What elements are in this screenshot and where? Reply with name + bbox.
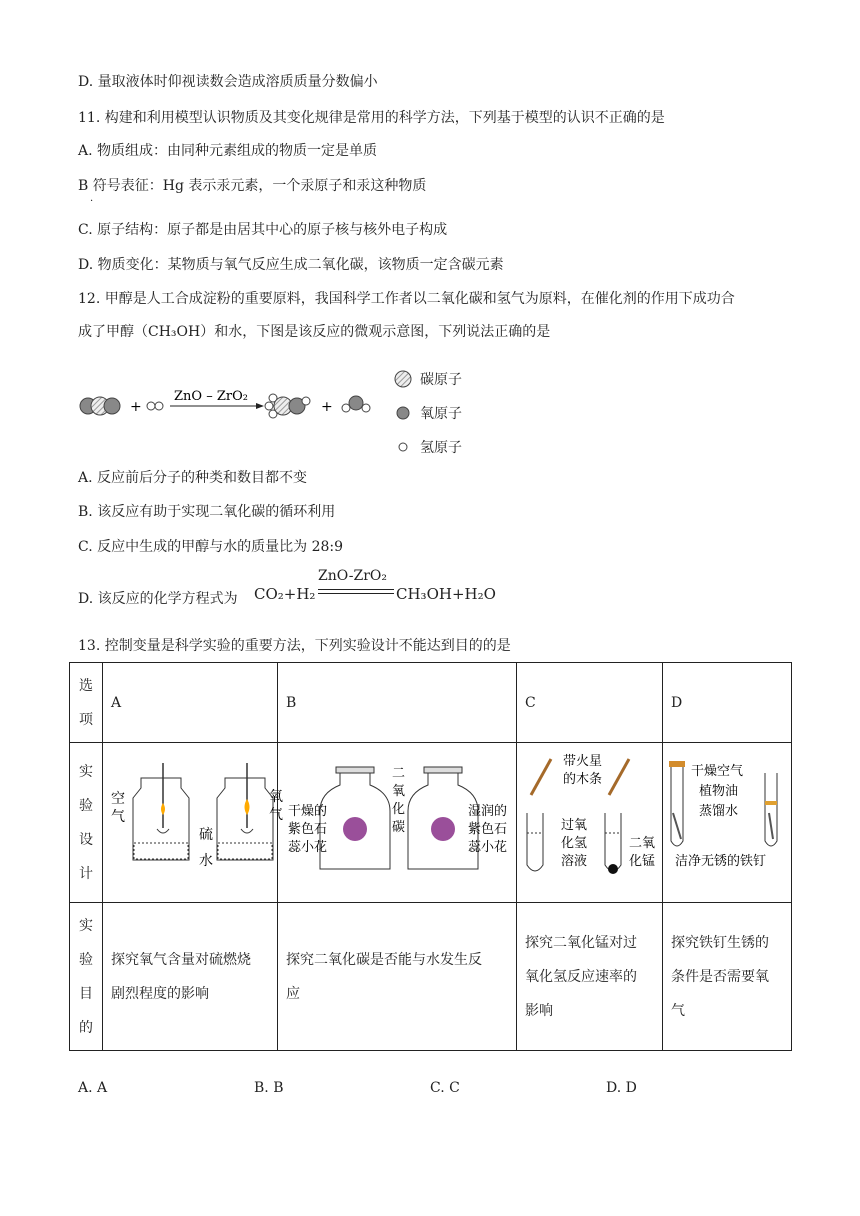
svg-text:紫色石: 紫色石 — [468, 822, 508, 837]
svg-text:硫: 硫 — [199, 827, 213, 843]
q12-option-b: B. 该反应有助于实现二氧化碳的循环利用 — [78, 504, 336, 520]
co2-molecule — [80, 397, 120, 415]
purpose-d: 探究铁钉生锈的 条件是否需要氧 气 — [663, 903, 792, 1051]
col-a-header: A — [103, 663, 278, 743]
svg-text:氧: 氧 — [269, 789, 283, 805]
svg-text:水: 水 — [199, 853, 213, 869]
svg-text:氧: 氧 — [392, 784, 406, 799]
svg-text:过氧: 过氧 — [561, 818, 588, 833]
equation-reactants: CO₂+H₂ — [254, 585, 316, 603]
plus-sign-2: + — [321, 399, 333, 415]
q10-option-d: D. 量取液体时仰视读数会造成溶质质量分数偏小 — [78, 74, 378, 90]
svg-text:干燥的: 干燥的 — [288, 804, 328, 819]
q11-stem: 11. 构建和利用模型认识物质及其变化规律是常用的科学方法，下列基于模型的认识不正确的是 — [78, 110, 665, 126]
purpose-c: 探究二氧化锰对过 氧化氢反应速率的 影响 — [517, 903, 663, 1051]
q12-stem-line1: 12. 甲醇是人工合成淀粉的重要原料，我国科学工作者以二氧化碳和氢气为原料，在催化剂的作用下成功合 — [78, 291, 735, 307]
svg-text:洁净无锈的铁钉: 洁净无锈的铁钉 — [675, 854, 767, 869]
q12-option-a: A. 反应前后分子的种类和数目都不变 — [78, 470, 308, 486]
svg-text:带火星: 带火星 — [563, 754, 603, 769]
plus-sign-1: + — [130, 399, 142, 415]
svg-text:气: 气 — [111, 809, 125, 825]
row-header-design: 实 验 设 计 — [70, 743, 103, 903]
q12-option-c: C. 反应中生成的甲醇与水的质量比为 28:9 — [78, 539, 344, 555]
col-d-header: D — [663, 663, 792, 743]
h2o-molecule — [342, 396, 370, 412]
h2-molecule — [147, 402, 163, 410]
legend-carbon: 碳原子 — [420, 372, 462, 388]
figure-c-catalyst-test — [517, 743, 663, 889]
svg-text:植物油: 植物油 — [699, 784, 739, 799]
atom-legend — [394, 362, 462, 464]
col-c-header: C — [517, 663, 663, 743]
col-b-header: B — [278, 663, 517, 743]
q11-option-d: D. 物质变化：某物质与氧气反应生成二氧化碳，该物质一定含碳元素 — [78, 257, 504, 273]
svg-text:化锰: 化锰 — [629, 854, 656, 869]
catalyst-label: ZnO – ZrO₂ — [174, 389, 248, 404]
svg-text:空: 空 — [111, 791, 125, 807]
figure-d-rust-test — [663, 743, 792, 889]
svg-text:气: 气 — [269, 807, 283, 823]
purpose-a: 探究氧气含量对硫燃烧 剧烈程度的影响 — [103, 903, 278, 1051]
figure-b-litmus-flowers — [278, 743, 517, 889]
svg-text:蒸馏水: 蒸馏水 — [699, 804, 739, 819]
stray-dot: · — [90, 196, 94, 207]
svg-text:干燥空气: 干燥空气 — [691, 764, 744, 779]
svg-text:二氧: 二氧 — [629, 836, 656, 851]
svg-text:二: 二 — [392, 766, 406, 781]
svg-text:蕊小花: 蕊小花 — [468, 840, 508, 855]
svg-text:化氢: 化氢 — [561, 836, 588, 851]
q11-option-a: A. 物质组成：由同种元素组成的物质一定是单质 — [78, 143, 378, 159]
svg-text:紫色石: 紫色石 — [288, 822, 328, 837]
ch3oh-molecule — [265, 394, 310, 418]
legend-oxygen: 氧原子 — [420, 406, 462, 422]
answer-a[interactable]: A. A — [78, 1080, 108, 1096]
q11-option-b: B 符号表征：Hg 表示汞元素，一个汞原子和汞这种物质 — [78, 178, 427, 194]
svg-text:碳: 碳 — [392, 820, 406, 835]
answer-d[interactable]: D. D — [606, 1080, 637, 1096]
row-header-option: 选 项 — [70, 663, 103, 743]
svg-text:蕊小花: 蕊小花 — [288, 840, 328, 855]
svg-text:湿润的: 湿润的 — [468, 804, 508, 819]
svg-text:的木条: 的木条 — [563, 772, 603, 787]
q11-option-c: C. 原子结构：原子都是由居其中心的原子核与核外电子构成 — [78, 222, 448, 238]
svg-text:溶液: 溶液 — [561, 854, 588, 869]
legend-hydrogen: 氢原子 — [420, 440, 462, 456]
answer-c[interactable]: C. C — [430, 1080, 460, 1096]
q13-table — [69, 662, 792, 1051]
equation-catalyst: ZnO-ZrO₂ — [318, 568, 387, 584]
answer-b[interactable]: B. B — [254, 1080, 284, 1096]
svg-text:化: 化 — [392, 802, 406, 817]
row-header-purpose: 实 验 目 的 — [70, 903, 103, 1051]
q13-stem: 13. 控制变量是科学实验的重要方法，下列实验设计不能达到目的的是 — [78, 638, 511, 654]
purpose-b: 探究二氧化碳是否能与水发生反 应 — [278, 903, 517, 1051]
equation-products: CH₃OH+H₂O — [396, 585, 496, 603]
figure-a-sulfur-burning — [103, 743, 283, 889]
q12-stem-line2: 成了甲醇（CH₃OH）和水，下图是该反应的微观示意图，下列说法正确的是 — [78, 324, 551, 340]
